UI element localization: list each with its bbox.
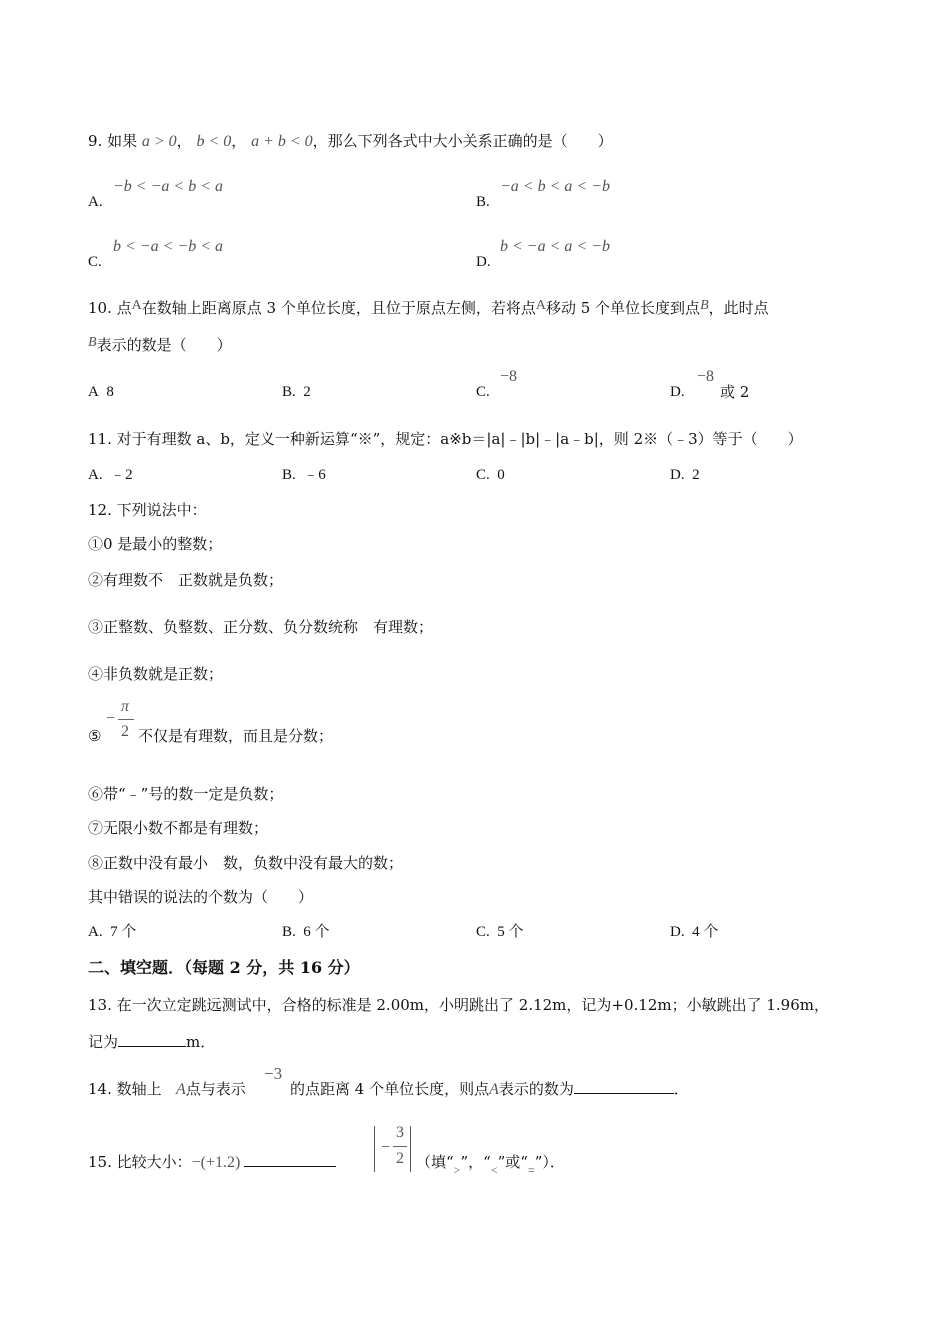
q11-option-b: [282, 465, 326, 485]
q11-option-value: ﹣6: [303, 467, 326, 483]
q10-option-b: [282, 382, 311, 402]
q14-point-a: A: [175, 1081, 186, 1098]
q11-option-c: [476, 465, 505, 485]
q15-stem: [88, 1152, 336, 1173]
q10-option-c-label: C.: [476, 384, 490, 400]
q11-option-label: B.: [282, 467, 296, 483]
q15-abs-minus: −: [381, 1139, 391, 1156]
q10-stem-line2: [88, 335, 232, 357]
q10-point-b: B: [700, 298, 709, 313]
q10-option-label: B.: [282, 384, 296, 400]
q13-answer-blank[interactable]: [118, 1032, 186, 1047]
q12-item-5-label: ⑤: [88, 727, 102, 745]
q12-option-d: [670, 922, 718, 942]
q15-text: （填“: [416, 1153, 454, 1171]
q11-option-value: 2: [692, 467, 700, 483]
q12-item-6: ⑥带“﹣”号的数一定是负数；: [88, 785, 284, 803]
q11-option-label: C.: [476, 467, 490, 483]
section-2-heading: 二、填空题．（每题 2 分，共 16 分）: [88, 958, 360, 977]
q15-abs-numerator: 3: [396, 1124, 404, 1141]
q9-sep: ，: [176, 132, 192, 150]
q15-gt-symbol: >: [453, 1163, 461, 1177]
q12-item-3: ③正整数、负整数、正分数、负分数统称 有理数；: [88, 618, 434, 636]
q12-option-label: C.: [476, 924, 490, 940]
q12-item-5-fraction-bar: [118, 719, 134, 720]
q12-item-5-numerator: π: [121, 698, 130, 715]
q12-option-value: 6 个: [303, 924, 330, 940]
q9-stem-tail: ，那么下列各式中大小关系正确的是（ ）: [312, 132, 613, 150]
q14-text: 表示的数为: [498, 1080, 574, 1098]
q10-stem-line1: [88, 298, 769, 320]
q10-option-a: [88, 382, 114, 402]
q12-item-5-denominator: 2: [121, 723, 129, 740]
q11-stem: 11. 对于有理数 a、b，定义一种新运算“※”，规定：a※b＝|a|﹣|b|﹣|a﹣b|，则 2※（﹣3）等于（ ）: [88, 430, 803, 448]
q15-abs-fraction-bar: [393, 1146, 407, 1147]
q15-expression: −(+1.2): [191, 1154, 241, 1171]
q10-option-label: A: [88, 384, 99, 400]
q10-option-d-suffix: 或 2: [720, 383, 750, 401]
q11-option-a: [88, 465, 133, 485]
q12-option-c: [476, 922, 524, 942]
q9-sep: ，: [231, 132, 247, 150]
q9-option-a-expr: −b < −a < b < a: [113, 178, 223, 195]
q15-stem-tail: [416, 1152, 565, 1177]
q14-neg-three: −3: [264, 1064, 283, 1083]
q14-stem: [88, 1079, 246, 1100]
q11-option-value: ﹣2: [110, 467, 133, 483]
q9-condition-3: a + b < 0: [251, 133, 313, 150]
q13-line-1: 13. 在一次立定跳远测试中，合格的标准是 2.00m，小明跳出了 2.12m，记为+0.12m；小敏跳出了 1.96m，: [88, 996, 829, 1014]
q15-lt-symbol: <: [490, 1163, 498, 1177]
q10-point-a: A: [535, 298, 546, 313]
q10-text: 表示的数是（ ）: [96, 336, 232, 354]
q10-text: 10. 点: [88, 299, 132, 317]
q15-text: ”，“: [460, 1153, 491, 1171]
q11-option-d: [670, 465, 700, 485]
q10-option-d-value: −8: [697, 368, 715, 385]
q12-option-b: [282, 922, 330, 942]
q12-option-label: B.: [282, 924, 296, 940]
q14-answer-blank[interactable]: [574, 1079, 674, 1094]
q9-option-c-label: C.: [88, 254, 102, 270]
q15-abs-right-bar: [410, 1126, 411, 1172]
q12-item-5-text: 不仅是有理数，而且是分数；: [138, 727, 334, 745]
q10-option-c-value: −8: [500, 368, 518, 385]
q12-option-label: D.: [670, 924, 685, 940]
q12-question: 其中错误的说法的个数为（ ）: [88, 888, 314, 906]
q12-option-a: [88, 922, 136, 942]
q15-eq-symbol: =: [527, 1163, 535, 1177]
q11-option-label: A.: [88, 467, 103, 483]
q9-condition-2: b < 0: [196, 133, 232, 150]
q15-answer-blank[interactable]: [244, 1152, 336, 1167]
q14-text: 的点距离 4 个单位长度，则点: [290, 1080, 490, 1098]
q11-option-value: 0: [497, 467, 505, 483]
q12-option-value: 7 个: [110, 924, 137, 940]
q9-stem: [88, 131, 613, 152]
q10-text: 在数轴上距离原点 3 个单位长度，且位于原点左侧，若将点: [141, 299, 536, 317]
q11-option-label: D.: [670, 467, 685, 483]
q9-condition-1: a > 0: [141, 133, 177, 150]
q9-option-d-expr: b < −a < a < −b: [500, 238, 610, 255]
q12-item-4: ④非负数就是正数；: [88, 665, 224, 683]
q10-option-value: 8: [106, 384, 114, 400]
q13-text: 记为: [88, 1033, 119, 1051]
q14-text: 14. 数轴上: [88, 1080, 162, 1098]
q12-option-label: A.: [88, 924, 103, 940]
q14-stem-tail: [290, 1079, 689, 1100]
q15-text: ”）．: [534, 1153, 565, 1171]
q12-item-1: ①0 是最小的整数；: [88, 535, 223, 553]
q15-abs-left-bar: [374, 1126, 375, 1172]
q15-abs-denominator: 2: [396, 1150, 404, 1167]
q10-point-b: B: [88, 335, 97, 350]
q13-text: m．: [186, 1033, 216, 1051]
q9-option-a-label: A.: [88, 194, 103, 210]
q12-item-8: ⑧正数中没有最小 数，负数中没有最大的数；: [88, 854, 404, 872]
q10-option-d-label: D.: [670, 384, 685, 400]
q9-option-b-expr: −a < b < a < −b: [500, 178, 610, 195]
q9-option-b-label: B.: [476, 194, 490, 210]
q10-text: 移动 5 个单位长度到点: [545, 299, 701, 317]
q12-item-2: ②有理数不 正数就是负数；: [88, 571, 284, 589]
q12-option-value: 4 个: [692, 924, 719, 940]
q14-point-a: A: [489, 1081, 499, 1098]
q12-option-value: 5 个: [497, 924, 524, 940]
q9-prefix: 9. 如果: [88, 132, 138, 150]
q15-text: 15. 比较大小：: [88, 1153, 192, 1171]
q9-option-c-expr: b < −a < −b < a: [113, 238, 223, 255]
q12-item-5-minus: −: [106, 710, 116, 727]
q12-item-7: ⑦无限小数不都是有理数；: [88, 819, 269, 837]
q10-option-value: 2: [303, 384, 311, 400]
q15-text: ”或“: [497, 1153, 528, 1171]
q12-stem: 12. 下列说法中：: [88, 501, 207, 519]
q10-text: ，此时点: [708, 299, 769, 317]
q9-option-d-label: D.: [476, 254, 491, 270]
q10-point-a: A: [131, 298, 142, 313]
q13-line-2: [88, 1032, 215, 1052]
q14-text: ．: [673, 1080, 689, 1098]
q14-text: 点与表示: [185, 1080, 246, 1098]
